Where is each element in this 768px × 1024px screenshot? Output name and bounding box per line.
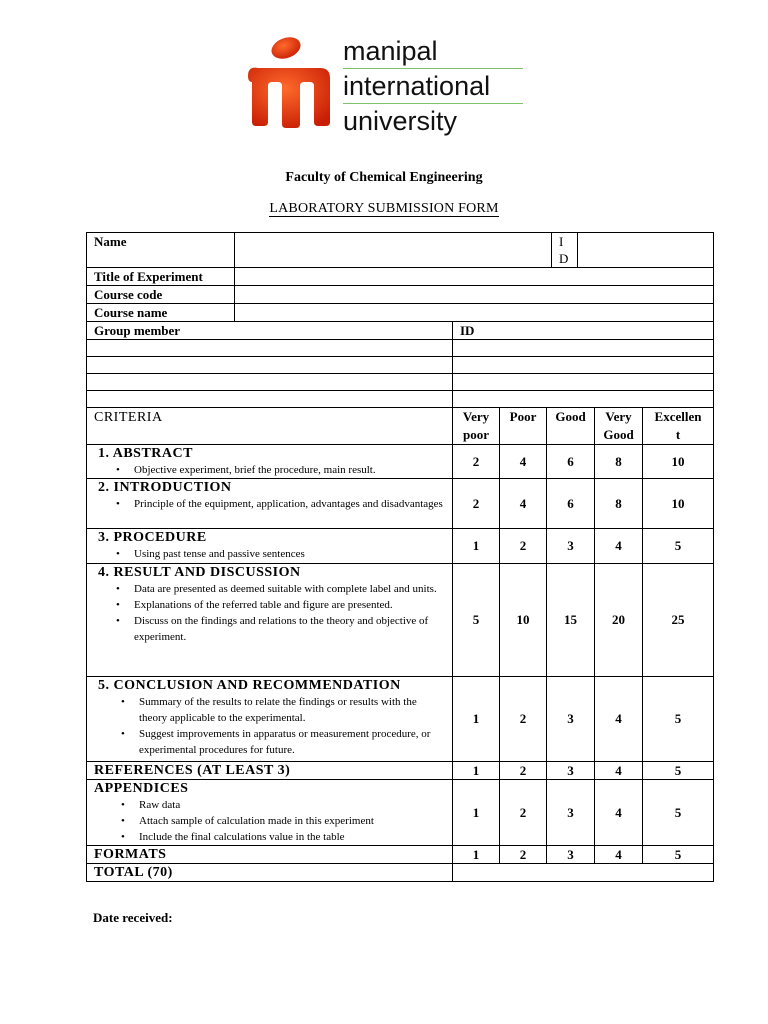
score-cell[interactable]: 5 [643,677,714,762]
procedure-cell [87,529,453,564]
score-cell[interactable]: 20 [595,564,643,677]
group-member-field[interactable] [87,340,453,357]
score-cell[interactable]: 2 [500,677,547,762]
conclusion-bullets [94,694,445,758]
score-cell[interactable]: 4 [500,445,547,479]
list-item: • Include the final calculations value in the table [139,829,445,845]
name-label: Name [87,233,235,268]
score-cell[interactable]: 5 [453,564,500,677]
score-cell[interactable]: 3 [547,677,595,762]
score-cell[interactable]: 2 [453,445,500,479]
title-field[interactable] [235,268,714,286]
criteria-row-total [87,864,714,882]
score-cell[interactable]: 2 [500,780,547,846]
references-cell [87,762,453,780]
group-id-field[interactable] [453,357,714,374]
score-cell[interactable]: 2 [500,529,547,564]
introduction-title: 2. INTRODUCTION [98,480,232,495]
course-name-field[interactable] [235,304,714,322]
appendices-title: APPENDICES [94,781,189,796]
score-cell[interactable]: 3 [547,780,595,846]
abstract-cell [87,445,453,479]
results-cell [87,564,453,677]
group-member-field[interactable] [87,391,453,408]
score-cell[interactable]: 10 [643,479,714,529]
very-poor-header: Very poor [453,408,500,445]
score-cell[interactable]: 15 [547,564,595,677]
results-bullets [94,581,445,645]
group-id-field[interactable] [453,391,714,408]
group-member-field[interactable] [87,357,453,374]
score-cell[interactable]: 2 [500,762,547,780]
name-field[interactable] [235,233,552,268]
course-name-label: Course name [87,304,235,322]
score-cell[interactable]: 2 [453,479,500,529]
procedure-bullets [94,546,445,562]
criteria-row-results [87,564,714,677]
logo-line-3: university [343,106,458,136]
logo-wordmark [343,34,523,138]
criteria-row-abstract [87,445,714,479]
list-item: • Principle of the equipment, application, advantages and disadvantages [134,496,445,512]
score-cell[interactable]: 10 [643,445,714,479]
criteria-row-conclusion [87,677,714,762]
score-cell[interactable]: 5 [643,762,714,780]
id-field[interactable] [578,233,714,268]
good-header: Good [547,408,595,445]
criteria-row-procedure [87,529,714,564]
list-item: • Explanations of the referred table and figure are presented. [134,597,445,613]
group-id-label: ID [453,322,714,340]
student-info-table [86,232,714,408]
logo-line-1: manipal [343,34,523,69]
logo-line-2: international [343,69,523,104]
score-cell[interactable]: 8 [595,445,643,479]
score-cell[interactable]: 4 [500,479,547,529]
manipal-logo-icon [246,36,332,132]
score-cell[interactable]: 10 [500,564,547,677]
score-cell[interactable]: 4 [595,846,643,864]
score-cell[interactable]: 8 [595,479,643,529]
introduction-cell [87,479,453,529]
criteria-table [86,407,714,882]
list-item: • Suggest improvements in apparatus or measurement procedure, or experimental procedures for future. [139,726,445,758]
form-title-text: LABORATORY SUBMISSION FORM [269,201,499,216]
score-cell[interactable]: 4 [595,677,643,762]
score-cell[interactable]: 5 [643,780,714,846]
score-cell[interactable]: 1 [453,846,500,864]
criteria-row-appendices [87,780,714,846]
score-cell[interactable]: 1 [453,762,500,780]
group-member-label: Group member [87,322,453,340]
list-item: • Data are presented as deemed suitable with complete label and units. [134,581,445,597]
score-cell[interactable]: 3 [547,846,595,864]
group-id-field[interactable] [453,374,714,391]
criteria-row-formats [87,846,714,864]
criteria-header: CRITERIA [87,408,453,445]
faculty-title: Faculty of Chemical Engineering [285,170,483,185]
score-cell[interactable]: 3 [547,762,595,780]
criteria-row-introduction [87,479,714,529]
results-title: 4. RESULT AND DISCUSSION [98,565,301,580]
score-cell[interactable]: 1 [453,677,500,762]
course-code-label: Course code [87,286,235,304]
group-member-field[interactable] [87,374,453,391]
very-good-header: Very Good [595,408,643,445]
score-cell[interactable]: 5 [643,846,714,864]
abstract-bullets [94,462,445,478]
title-label: Title of Experiment [87,268,235,286]
score-cell[interactable]: 3 [547,529,595,564]
date-received-label: Date received: [93,910,173,925]
list-item: • Summary of the results to relate the findings or results with the theory applicable to the experimental. [139,694,445,726]
total-field[interactable] [453,864,714,882]
criteria-row-references [87,762,714,780]
conclusion-cell [87,677,453,762]
score-cell[interactable]: 4 [595,762,643,780]
score-cell[interactable]: 5 [643,529,714,564]
score-cell[interactable]: 6 [547,479,595,529]
abstract-title: 1. ABSTRACT [98,446,193,461]
score-cell[interactable]: 2 [500,846,547,864]
score-cell[interactable]: 1 [453,529,500,564]
score-cell[interactable]: 1 [453,780,500,846]
score-cell[interactable]: 4 [595,529,643,564]
total-title: TOTAL (70) [94,865,173,880]
list-item: • Using past tense and passive sentences [134,546,445,562]
formats-cell [87,846,453,864]
list-item: • Attach sample of calculation made in this experiment [139,813,445,829]
total-cell [87,864,453,882]
id-label: I D [552,233,578,268]
university-logo [246,36,518,136]
introduction-bullets [94,496,445,512]
references-title: REFERENCES (AT LEAST 3) [94,763,291,778]
score-cell[interactable]: 4 [595,780,643,846]
score-cell[interactable]: 25 [643,564,714,677]
procedure-title: 3. PROCEDURE [98,530,207,545]
score-cell[interactable]: 6 [547,445,595,479]
form-title [0,201,768,217]
group-id-field[interactable] [453,340,714,357]
list-item: • Objective experiment, brief the procedure, main result. [134,462,445,478]
list-item: • Discuss on the findings and relations to the theory and objective of experiment. [134,613,445,645]
conclusion-title: 5. CONCLUSION AND RECOMMENDATION [98,678,401,693]
appendices-cell [87,780,453,846]
appendices-bullets [94,797,445,845]
list-item: • Raw data [139,797,445,813]
excellent-header: Excellen t [643,408,714,445]
course-code-field[interactable] [235,286,714,304]
poor-header: Poor [500,408,547,445]
formats-title: FORMATS [94,847,167,862]
